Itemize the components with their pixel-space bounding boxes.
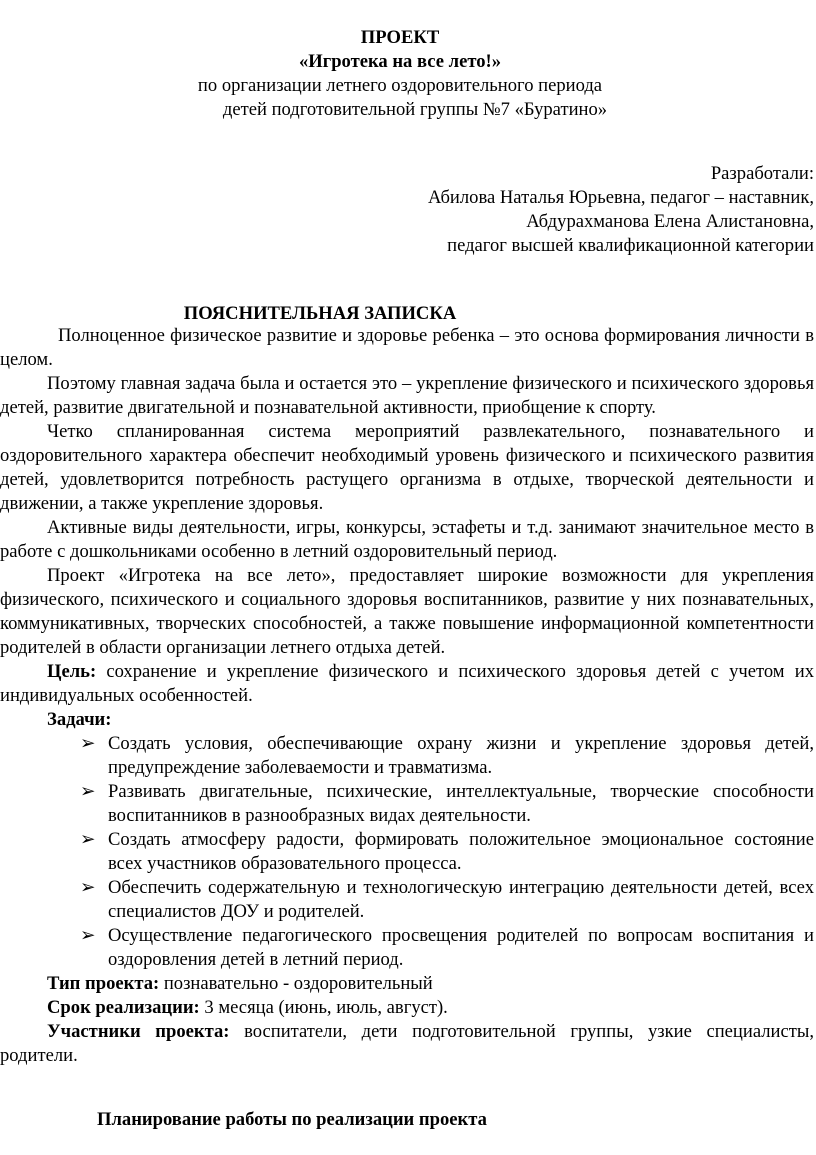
arrow-bullet-icon: ➢ xyxy=(80,733,96,754)
paragraph-5: Проект «Игротека на все лето», предоставляет широкие возможности для укрепления физического, психического и социального здоровья воспитанников, развитие у них познавательных, коммуникативных, творческих способностей, а также повышение информационной компетентности родителей в области организации летнего отдыха детей. xyxy=(0,565,814,658)
goal-label: Цель: xyxy=(47,661,97,682)
project-label: ПРОЕКТ xyxy=(360,27,440,48)
author-line-3: педагог высшей квалификационной категории xyxy=(447,235,814,256)
project-subtitle-line-2: детей подготовительной группы №7 «Буратино» xyxy=(222,99,608,120)
project-name: «Игротека на все лето!» xyxy=(298,51,502,72)
section-heading: ПОЯСНИТЕЛЬНАЯ ЗАПИСКА xyxy=(183,303,457,324)
project-participants-text: воспитатели, дети подготовительной группы, узкие специалисты, родители. xyxy=(0,1021,814,1066)
list-item: ➢ Обеспечить содержательную и технологическую интеграцию деятельности детей, всех специалистов ДОУ и родителей. xyxy=(80,877,814,922)
author-line-1: Абилова Наталья Юрьевна, педагог – наставник, xyxy=(427,187,814,208)
project-type xyxy=(0,972,814,996)
project-subtitle-line-1: по организации летнего оздоровительного периода xyxy=(197,75,603,96)
arrow-bullet-icon: ➢ xyxy=(80,829,96,850)
goal-paragraph xyxy=(0,660,814,708)
tasks-heading xyxy=(0,708,814,732)
project-participants xyxy=(0,1020,814,1068)
paragraph-3: Четко спланированная система мероприятий развлекательного, познавательного и оздоровительного характера обеспечит необходимый уровень физического и психического развития детей, удовлетворится потребность растущего организма в отдыхе, творческой деятельности и движении, а также укрепление здоровья. xyxy=(0,421,814,514)
list-item: ➢ Развивать двигательные, психические, интеллектуальные, творческие способности воспитанников в разнообразных видах деятельности. xyxy=(80,781,814,826)
project-participants-label: Участники проекта: xyxy=(47,1021,230,1042)
paragraph-1: Полноценное физическое развитие и здоровье ребенка – это основа формирования личности в целом. xyxy=(0,325,814,370)
author-line-2: Абдурахманова Елена Алистановна, xyxy=(526,211,814,232)
planning-heading: Планирование работы по реализации проекта xyxy=(97,1109,487,1130)
list-item: ➢ Осуществление педагогического просвещения родителей по вопросам воспитания и оздоровления детей в летний период. xyxy=(80,925,814,970)
arrow-bullet-icon: ➢ xyxy=(80,781,96,802)
project-term-text: 3 месяца (июнь, июль, август). xyxy=(199,997,448,1018)
authors-block xyxy=(428,162,814,258)
project-type-text: познавательно - оздоровительный xyxy=(159,973,433,994)
list-item: ➢ Создать условия, обеспечивающие охрану жизни и укрепление здоровья детей, предупреждение заболеваемости и травматизма. xyxy=(80,733,814,778)
authors-label: Разработали: xyxy=(710,163,814,184)
tasks-label: Задачи: xyxy=(47,709,112,730)
paragraph-4: Активные виды деятельности, игры, конкурсы, эстафеты и т.д. занимают значительное место в работе с дошкольниками особенно в летний оздоровительный период. xyxy=(0,517,814,562)
project-type-label: Тип проекта: xyxy=(47,973,160,994)
project-term-label: Срок реализации: xyxy=(47,997,200,1018)
list-item: ➢ Создать атмосферу радости, формировать положительное эмоциональное состояние всех участников образовательного процесса. xyxy=(80,829,814,874)
goal-text: сохранение и укрепление физического и психического здоровья детей с учетом их индивидуальных особенностей. xyxy=(0,661,814,706)
arrow-bullet-icon: ➢ xyxy=(80,925,96,946)
project-title-block xyxy=(0,26,800,122)
note-body xyxy=(0,324,814,1068)
paragraph-2: Поэтому главная задача была и остается это – укрепление физического и психического здоровья детей, развитие двигательной и познавательной активности, приобщение к спорту. xyxy=(0,373,814,418)
tasks-list xyxy=(0,732,814,972)
project-term xyxy=(0,996,814,1020)
arrow-bullet-icon: ➢ xyxy=(80,877,96,898)
